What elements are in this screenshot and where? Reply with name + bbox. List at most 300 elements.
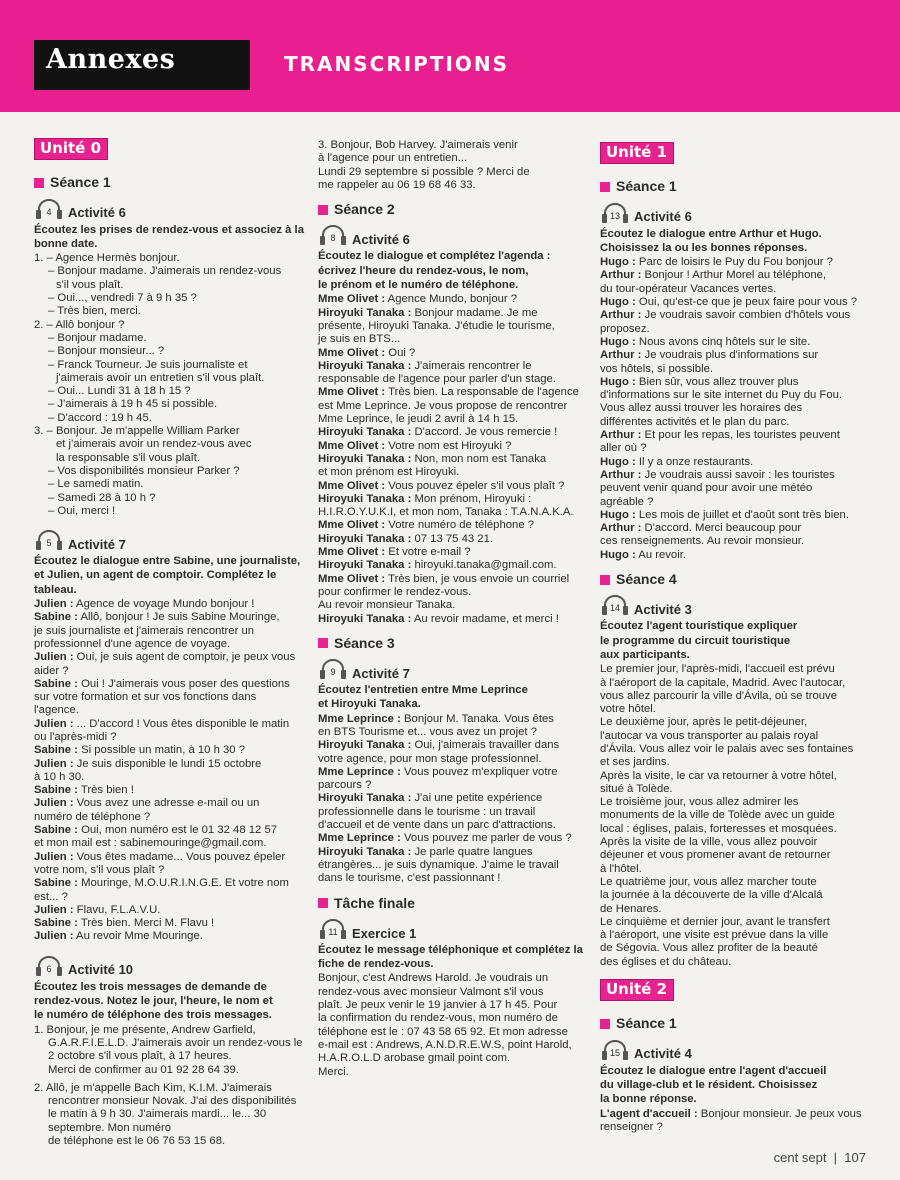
speaker-name: Mme Olivet : — [318, 386, 386, 399]
spacer — [600, 562, 870, 567]
dialogue-line — [600, 549, 870, 562]
instruction-line: Écoutez le dialogue entre l'agent d'accueil — [600, 1064, 827, 1077]
speech-text: Je voudrais plus d'informations sur — [641, 349, 819, 362]
text-line: la journée à la découverte de la ville d'Alcalá — [600, 889, 823, 902]
instruction-line: fiche de rendez-vous. — [318, 958, 434, 971]
speaker-name: Hugo : — [600, 296, 636, 309]
text-line: me rappeler au 06 19 68 46 33. — [318, 178, 476, 191]
instruction-line: le prénom et le numéro de téléphone. — [318, 279, 519, 292]
text-line: téléphone est le : 07 43 58 65 92. Et mon adresse — [318, 1025, 568, 1038]
dialogue-line — [34, 611, 304, 624]
text-line: 1. Bonjour, je me présente, Andrew Garfield, — [34, 1023, 256, 1036]
speech-text: et mon prénom est Hiroyuki. — [318, 466, 460, 479]
instruction-line: du village-club et le résident. Choisissez — [600, 1078, 818, 1091]
text-line: Le troisième jour, vous allez admirer les — [600, 796, 799, 809]
speech-text: Bonjour madame. Je me — [411, 306, 538, 319]
speech-text: d'informations sur le site internet du Puy du Fou. — [600, 389, 843, 402]
text-line: le matin à 9 h 30. J'aimerais mardi... le... 30 — [48, 1108, 267, 1121]
instruction-line: Écoutez l'entretien entre Mme Leprince — [318, 684, 528, 697]
speech-text: Nous avons cinq hôtels sur le site. — [635, 335, 811, 348]
speaker-name: Mme Leprince : — [318, 832, 401, 845]
headphones-icon — [318, 658, 348, 680]
column-2 — [318, 139, 584, 1079]
text-line: – Oui... Lundi 31 à 18 h 15 ? — [48, 385, 191, 398]
dialogue-line — [600, 389, 870, 402]
dialogue-line — [34, 691, 304, 704]
speech-text: Bonjour ! Arthur Morel au téléphone, — [641, 269, 827, 282]
speaker-name: Sabine : — [34, 784, 78, 797]
activity-title: Activité 4 — [634, 1046, 692, 1062]
text-line: de Henares. — [600, 902, 662, 915]
speech-text: est... ? — [34, 890, 68, 903]
text-line: l'autocar va vous transporter au palais royal — [600, 729, 819, 742]
speech-text: renseigner ? — [600, 1120, 663, 1133]
dialogue-line — [34, 771, 304, 784]
speech-text: Et pour les repas, les touristes peuvent — [641, 429, 840, 442]
dialogue-line — [318, 400, 584, 413]
speaker-name: Mme Leprince : — [318, 712, 401, 725]
speaker-name: Mme Leprince : — [318, 765, 401, 778]
speech-text: Vous pouvez m'expliquer votre — [400, 765, 558, 778]
speaker-name: Mme Olivet : — [318, 519, 386, 532]
speaker-name: Hiroyuki Tanaka : — [318, 739, 412, 752]
seance-label: Séance 3 — [334, 634, 395, 651]
seance-heading — [34, 176, 304, 189]
speech-text: différentes activités et le plan du parc. — [600, 415, 790, 428]
speech-text: Oui, je suis agent de comptoir, je peux vous — [73, 651, 296, 664]
track-number: 9 — [330, 667, 336, 678]
text-line: à l'hôtel. — [600, 862, 642, 875]
speaker-name: Julien : — [34, 757, 74, 770]
speaker-name: Hiroyuki Tanaka : — [318, 426, 412, 439]
unit-label: Unité 1 — [600, 142, 674, 164]
dialogue-line — [318, 413, 584, 426]
text-line: vous allez parcourir la ville d'Ávila, où se trouve — [600, 689, 837, 702]
speaker-name: Arthur : — [600, 269, 642, 282]
speech-text: Mouringe, M.O.U.R.I.N.G.E. Et votre nom — [77, 877, 289, 890]
dialogue-line — [318, 739, 584, 752]
dialogue-line — [318, 386, 584, 399]
activity-title: Activité 7 — [352, 665, 410, 681]
unit-label: Unité 0 — [34, 138, 108, 160]
track-number: 13 — [609, 210, 620, 221]
speaker-name: Hugo : — [600, 508, 636, 521]
headphones-icon — [34, 955, 64, 977]
dialogue-line — [600, 336, 870, 349]
speech-text: Bonjour M. Tanaka. Vous êtes — [400, 712, 554, 725]
speech-text: Oui, j'aimerais travailler dans — [411, 739, 560, 752]
dialogue-line — [318, 586, 584, 599]
text-line: septembre. Mon numéro — [48, 1121, 172, 1134]
speech-text: proposez. — [600, 322, 650, 335]
headphones-icon — [34, 529, 64, 551]
text-line: – Samedi 28 à 10 h ? — [48, 491, 156, 504]
speech-text: dans le tourisme, c'est passionnant ! — [318, 872, 501, 885]
speech-text: 07 13 75 43 21. — [411, 532, 494, 545]
dialogue-line — [34, 665, 304, 678]
speech-text: professionnel d'une agence de voyage. — [34, 637, 231, 650]
text-line: d'Ávila. Vous allez voir le palais avec ses fontaines — [600, 742, 854, 755]
speech-text: Parc de loisirs le Puy du Fou bonjour ? — [635, 256, 833, 269]
speech-text: Non, mon nom est Tanaka — [411, 452, 547, 465]
instruction-line: Écoutez le dialogue et complétez l'agenda : — [318, 250, 551, 263]
speech-text: J'aimerais rencontrer le — [411, 359, 532, 372]
text-line: déjeuner et vous promener avant de retourner — [600, 849, 831, 862]
speaker-name: Hiroyuki Tanaka : — [318, 792, 412, 805]
square-bullet-icon — [318, 898, 328, 908]
speech-text: l'agence. — [34, 704, 79, 717]
dialogue-line — [318, 872, 584, 885]
speech-text: Vous êtes madame... Vous pouvez épeler — [73, 850, 286, 863]
text-line: H.A.R.O.L.D arobase gmail point com. — [318, 1052, 511, 1065]
dialogue-line — [318, 546, 584, 559]
speech-text: Et votre e-mail ? — [385, 546, 471, 559]
text-line: 1. – Agence Hermès bonjour. — [34, 252, 180, 265]
speech-text: Agence Mundo, bonjour ? — [385, 293, 518, 306]
dialogue-line — [600, 309, 870, 322]
dialogue-line — [600, 429, 870, 442]
dialogue-line — [600, 1108, 870, 1121]
text-line: à l'aéroport, une visite est prévue dans la ville — [600, 929, 829, 942]
text-line: – Le samedi matin. — [48, 478, 144, 491]
dialogue-line — [34, 877, 304, 890]
seance-label: Séance 1 — [616, 1015, 677, 1032]
speech-text: votre agence, pour mon stage professionnel. — [318, 752, 542, 765]
dialogue-line — [34, 797, 304, 810]
speaker-name: Julien : — [34, 850, 74, 863]
dialogue-line — [318, 519, 584, 532]
dialogue-line — [318, 806, 584, 819]
annexes-title: Annexes — [46, 44, 176, 75]
activity-title: Activité 6 — [68, 205, 126, 221]
speaker-name: Julien : — [34, 717, 74, 730]
spacer — [600, 969, 870, 979]
activity-heading — [34, 198, 304, 220]
headphones-icon — [34, 198, 64, 220]
instruction-line: Écoutez l'agent touristique expliquer — [600, 620, 798, 633]
track-number: 5 — [46, 538, 52, 549]
unit-label: Unité 2 — [600, 979, 674, 1001]
instruction-line: la bonne réponse. — [600, 1093, 697, 1106]
speech-text: Bonjour monsieur. Je peux vous — [697, 1107, 862, 1120]
text-line: des églises et du château. — [600, 955, 732, 968]
speaker-name: Julien : — [34, 651, 74, 664]
seance-heading — [600, 180, 870, 193]
text-line: 3. – Bonjour. Je m'appelle William Parker — [34, 425, 240, 438]
speaker-name: Sabine : — [34, 917, 78, 930]
dialogue-line — [600, 535, 870, 548]
instruction-line: écrivez l'heure du rendez-vous, le nom, — [318, 264, 529, 277]
dialogue-line — [318, 440, 584, 453]
speech-text: Je voudrais savoir combien d'hôtels vous — [641, 309, 851, 322]
activity-heading — [600, 1039, 870, 1061]
dialogue-line — [318, 792, 584, 805]
text-line: – J'aimerais à 19 h 45 si possible. — [48, 398, 218, 411]
instruction-line: Écoutez le message téléphonique et complétez la — [318, 943, 583, 956]
speaker-name: Mme Olivet : — [318, 572, 386, 585]
dialogue-line — [318, 493, 584, 506]
speech-text: vos hôtels, si possible. — [600, 362, 714, 375]
dialogue-line — [34, 891, 304, 904]
speech-text: Au revoir monsieur Tanaka. — [318, 599, 456, 612]
transcriptions-title: TRANSCRIPTIONS — [284, 52, 510, 76]
spacer — [34, 944, 304, 949]
speaker-name: L'agent d'accueil : — [600, 1107, 698, 1120]
square-bullet-icon — [600, 1019, 610, 1029]
speech-text: et mon mail est : sabinemouringe@gmail.com. — [34, 837, 267, 850]
speech-text: d'accueil et de vente dans un parc d'attractions. — [318, 819, 556, 832]
instruction-line: Écoutez les trois messages de demande de — [34, 980, 267, 993]
speech-text: votre nom, s'il vous plaît ? — [34, 863, 165, 876]
dialogue-line — [34, 638, 304, 651]
speech-text: ou l'après-midi ? — [34, 730, 117, 743]
speech-text: Les mois de juillet et d'août sont très bien. — [635, 508, 849, 521]
instruction-line: le programme du circuit touristique — [600, 634, 791, 647]
seance-heading — [318, 203, 584, 216]
dialogue-line — [600, 416, 870, 429]
text-line: et j'aimerais avoir un rendez-vous avec — [56, 438, 252, 451]
speech-text: en BTS Tourisme et... vous avez un projet ? — [318, 725, 537, 738]
instruction-line: Écoutez le dialogue entre Sabine, une journaliste, — [34, 555, 301, 568]
text-line: Après la visite, le car va retourner à votre hôtel, — [600, 769, 837, 782]
dialogue-line — [34, 704, 304, 717]
speech-text: Flavu, F.L.A.V.U. — [73, 903, 161, 916]
dialogue-line — [34, 837, 304, 850]
speech-text: Oui ? — [385, 346, 416, 359]
text-line: plaît. Je peux venir le 19 janvier à 17 h 45. Pour — [318, 999, 558, 1012]
dialogue-line — [600, 509, 870, 522]
headphones-icon — [600, 1039, 630, 1061]
text-line: Merci. — [318, 1065, 349, 1078]
seance-label: Séance 2 — [334, 201, 395, 218]
dialogue-line — [318, 360, 584, 373]
dialogue-line — [600, 296, 870, 309]
dialogue-line — [318, 320, 584, 333]
speaker-name: Hiroyuki Tanaka : — [318, 845, 412, 858]
instruction-line: Écoutez le dialogue entre Arthur et Hugo. — [600, 227, 822, 240]
speaker-name: Mme Olivet : — [318, 546, 386, 559]
speech-text: Oui, mon numéro est le 01 32 48 12 57 — [77, 824, 278, 837]
dialogue-line — [318, 819, 584, 832]
speech-text: Vous allez aussi trouver les horaires des — [600, 402, 803, 415]
spacer — [318, 626, 584, 631]
dialogue-line — [600, 522, 870, 535]
text-line: Après la visite de la ville, vous allez pouvoir — [600, 836, 818, 849]
speaker-name: Mme Olivet : — [318, 346, 386, 359]
activity-title: Activité 7 — [68, 536, 126, 552]
text-line: – Oui, merci ! — [48, 504, 116, 517]
dialogue-line — [318, 466, 584, 479]
dialogue-line — [600, 269, 870, 282]
speech-text: Il y a onze restaurants. — [635, 455, 754, 468]
instruction-line: tableau. — [34, 583, 77, 596]
text-line: situé à Tolède. — [600, 782, 673, 795]
speech-text: D'accord. Merci beaucoup pour — [641, 522, 802, 535]
dialogue-line — [34, 904, 304, 917]
seance-heading — [600, 1017, 870, 1030]
text-line: s'il vous plaît. — [56, 278, 124, 291]
speech-text: Votre numéro de téléphone ? — [385, 519, 535, 532]
activity-title: Exercice 1 — [352, 925, 417, 941]
activity-heading — [600, 202, 870, 224]
speech-text: parcours ? — [318, 779, 372, 792]
text-line: – Bonjour monsieur... ? — [48, 345, 165, 358]
dialogue-line — [318, 533, 584, 546]
page-number-words: cent sept — [773, 1150, 827, 1165]
dialogue-line — [34, 718, 304, 731]
speech-text: aller où ? — [600, 442, 647, 455]
text-line: à l'agence pour un entretien... — [318, 152, 468, 165]
instruction-line: bonne date. — [34, 237, 98, 250]
dialogue-line — [34, 625, 304, 638]
dialogue-line — [34, 744, 304, 757]
speaker-name: Hiroyuki Tanaka : — [318, 532, 412, 545]
speech-text: Si possible un matin, à 10 h 30 ? — [77, 744, 246, 757]
page-number: 107 — [844, 1150, 866, 1165]
dialogue-line — [318, 347, 584, 360]
square-bullet-icon — [600, 182, 610, 192]
speech-text: sur votre formation et sur vos fonctions dans — [34, 691, 257, 704]
text-line: 2. – Allô bonjour ? — [34, 318, 125, 331]
dialogue-line — [318, 846, 584, 859]
text-line: e-mail est : Andrews, A.N.D.R.E.W.S, point Harold, — [318, 1038, 572, 1051]
dialogue-line — [600, 256, 870, 269]
speech-text: aider ? — [34, 664, 69, 677]
spacer — [318, 886, 584, 891]
speech-text: je suis en BTS... — [318, 333, 401, 346]
text-line: à l'aéroport de la capitale, Madrid. Avec l'autocar, — [600, 676, 846, 689]
speaker-name: Mme Olivet : — [318, 293, 386, 306]
track-number: 15 — [609, 1047, 620, 1058]
dialogue-line — [600, 469, 870, 482]
text-line: – Bonjour madame. J'aimerais un rendez-vous — [48, 265, 282, 278]
dialogue-line — [318, 859, 584, 872]
speech-text: étrangères... je suis dynamique. J'aime le travail — [318, 858, 559, 871]
page-footer — [774, 1150, 866, 1165]
text-line: – Vos disponibilités monsieur Parker ? — [48, 464, 240, 477]
speaker-name: Hugo : — [600, 256, 636, 269]
text-line: de Ségovia. Vous allez profiter de la beauté — [600, 942, 818, 955]
speaker-name: Hiroyuki Tanaka : — [318, 306, 412, 319]
seance-label: Séance 4 — [616, 571, 677, 588]
instruction-line: Choisissez la ou les bonnes réponses. — [600, 241, 808, 254]
dialogue-line — [34, 917, 304, 930]
speaker-name: Julien : — [34, 930, 74, 943]
speaker-name: Hugo : — [600, 548, 636, 561]
speech-text: Bien sûr, vous allez trouver plus — [635, 375, 799, 388]
dialogue-line — [318, 726, 584, 739]
text-line: votre hôtel. — [600, 703, 656, 716]
dialogue-line — [318, 559, 584, 572]
speaker-name: Arthur : — [600, 349, 642, 362]
speech-text: Je suis disponible le lundi 15 octobre — [73, 757, 262, 770]
headphones-icon — [318, 918, 348, 940]
dialogue-line — [600, 323, 870, 336]
speech-text: ... D'accord ! Vous êtes disponible le matin — [73, 717, 290, 730]
activity-heading — [318, 224, 584, 246]
seance-label: Séance 1 — [616, 178, 677, 195]
text-line: Merci de confirmer au 01 92 28 64 39. — [48, 1063, 239, 1076]
dialogue-line — [318, 766, 584, 779]
text-line: Le deuxième jour, après le petit-déjeuner, — [600, 716, 808, 729]
speech-text: hiroyuki.tanaka@gmail.com. — [411, 559, 557, 572]
instruction-line: et Julien, un agent de comptoir. Complétez le — [34, 569, 277, 582]
dialogue-line — [318, 333, 584, 346]
spacer — [34, 518, 304, 523]
activity-title: Activité 6 — [352, 232, 410, 248]
speech-text: Au revoir madame, et merci ! — [411, 612, 559, 625]
speaker-name: Sabine : — [34, 744, 78, 757]
seance-heading — [318, 894, 584, 911]
text-line: – Oui..., vendredi 7 à 9 h 35 ? — [48, 292, 197, 305]
dialogue-line — [34, 824, 304, 837]
speech-text: Vous pouvez me parler de vous ? — [400, 832, 572, 845]
speaker-name: Hugo : — [600, 455, 636, 468]
text-line: Le premier jour, l'après-midi, l'accueil est prévu — [600, 663, 835, 676]
text-line: Le cinquième et dernier jour, avant le transfert — [600, 915, 830, 928]
text-line: Le quatrième jour, vous allez marcher toute — [600, 875, 817, 888]
text-line: – Bonjour madame. — [48, 331, 147, 344]
speaker-name: Julien : — [34, 903, 74, 916]
square-bullet-icon — [600, 575, 610, 585]
dialogue-line — [318, 613, 584, 626]
text-line: et ses jardins. — [600, 756, 670, 769]
speaker-name: Arthur : — [600, 309, 642, 322]
dialogue-line — [318, 779, 584, 792]
headphones-icon — [318, 224, 348, 246]
instruction-line: rendez-vous. Notez le jour, l'heure, le nom et — [34, 995, 273, 1008]
speech-text: Votre nom est Hiroyuki ? — [385, 439, 512, 452]
dialogue-line — [318, 307, 584, 320]
text-line: G.A.R.F.I.E.L.D. J'aimerais avoir un rendez-vous le — [48, 1036, 303, 1049]
text-line: rencontrer monsieur Novak. J'ai des disponibilités — [48, 1095, 297, 1108]
dialogue-line — [318, 506, 584, 519]
speech-text: du tour-opérateur Vacances vertes. — [600, 282, 777, 295]
dialogue-line — [318, 480, 584, 493]
speech-text: présente, Hiroyuki Tanaka. J'étudie le tourisme, — [318, 319, 555, 332]
speech-text: ces renseignements. Au revoir monsieur. — [600, 535, 805, 548]
seance-label: Séance 1 — [50, 174, 111, 191]
dialogue-line — [34, 678, 304, 691]
speaker-name: Julien : — [34, 598, 74, 611]
speech-text: Très bien, je vous envoie un courriel — [385, 572, 570, 585]
instruction-line: aux participants. — [600, 648, 690, 661]
dialogue-line — [600, 482, 870, 495]
text-line: local : églises, palais, forteresses et mosquées. — [600, 822, 837, 835]
speech-text: peuvent venir quand pour avoir une météo — [600, 482, 813, 495]
speech-text: J'ai une petite expérience — [411, 792, 543, 805]
activity-heading — [318, 918, 584, 940]
speech-text: Très bien. La responsable de l'agence — [385, 386, 579, 399]
page-separator: | — [833, 1150, 838, 1165]
text-line: Lundi 29 septembre si possible ? Merci de — [318, 165, 530, 178]
track-number: 14 — [609, 603, 620, 614]
speech-text: Vous pouvez épeler s'il vous plaît ? — [385, 479, 565, 492]
speaker-name: Arthur : — [600, 468, 642, 481]
speaker-name: Sabine : — [34, 824, 78, 837]
spacer — [318, 192, 584, 197]
speech-text: Mon prénom, Hiroyuki : — [411, 492, 532, 505]
speaker-name: Hiroyuki Tanaka : — [318, 452, 412, 465]
speech-text: numéro de téléphone ? — [34, 810, 151, 823]
speech-text: est Mme Leprince. Je vous propose de rencontrer — [318, 399, 568, 412]
speech-text: H.I.R.O.Y.U.K.I, et mon nom, Tanaka : T.A.N.A.K.A. — [318, 506, 574, 519]
instruction-line: et Hiroyuki Tanaka. — [318, 698, 421, 711]
speech-text: Très bien. Merci M. Flavu ! — [77, 917, 215, 930]
dialogue-line — [318, 753, 584, 766]
speech-text: Allô, bonjour ! Je suis Sabine Mouringe, — [77, 611, 280, 624]
dialogue-line — [34, 758, 304, 771]
